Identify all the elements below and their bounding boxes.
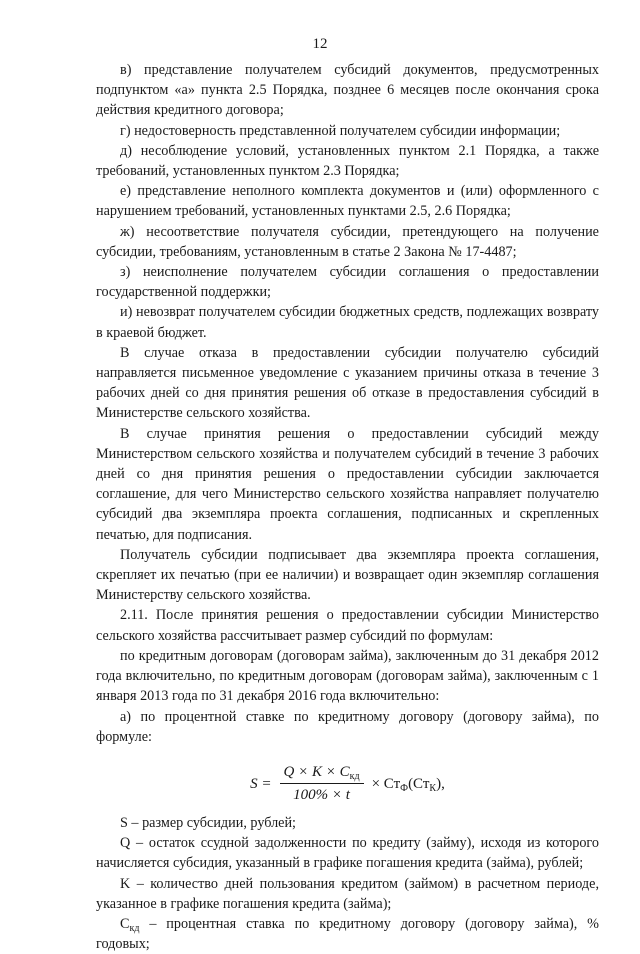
formula-lhs: S = xyxy=(250,775,272,792)
paragraph-item-zh: ж) несоответствие получателя субсидии, претендующего на получение субсидии, требованиям, установленным в статье 2 Закона № 17-4487; xyxy=(96,223,599,260)
paragraph-item-i: и) невозврат получателем субсидии бюджетных средств, подлежащих возврату в краевой бюджет. xyxy=(96,304,599,341)
formula-denominator: 100% × t xyxy=(293,786,350,803)
formula-numerator: $Q \times K \times C_{кд}$ xyxy=(280,763,364,784)
definition-q: Q – остаток ссудной задолженности по кредиту (займу), исходя из которого начисляется субсидия, указанный в графике погашения кредита (займа), рублей; xyxy=(96,835,599,872)
definition-ckd: $С_{кд}$ – процентная ставка по кредитному договору (договору займа), % годовых; xyxy=(96,915,599,953)
paragraph-signing: Получатель субсидии подписывает два экземпляра проекта соглашения, скрепляет их печатью (при ее наличии) и возвращает один экземпляр соглашения Министерству сельского хозяйства. xyxy=(96,546,599,604)
paragraph-refusal-notice: В случае отказа в предоставлении субсидии получателю субсидий направляется письменное уведомление с указанием причины отказа в течение 3 рабочих дней со дня принятия решения об отказе в предоставления субсидий в Министерстве сельского хозяйства. xyxy=(96,344,599,422)
paragraph-section-2-11: 2.11. После принятия решения о предоставлении субсидии Министерство сельского хозяйства рассчитывает размер субсидий по формулам: xyxy=(96,607,599,644)
paragraph-agreement: В случае принятия решения о предоставлении субсидий между Министерством сельского хозяйства и получателем субсидий в течение 3 рабочих дней со дня принятия решения о предоставлении субсидии заключается соглашение, для чего Министерство сельского хозяйства направляет получателю субсидий два экземпляра проекта соглашения, подписанных и скрепленных печатью, для подписания. xyxy=(96,425,599,543)
formula-fraction xyxy=(280,763,364,805)
document-body xyxy=(96,60,599,954)
paragraph-item-v: в) представление получателем субсидий документов, предусмотренных подпунктом «а» пункта 2.5 Порядка, позднее 6 месяцев после окончания срока действия кредитного договора; xyxy=(96,62,599,119)
formula-rhs: × $Ст_Ф(Ст_К)$, xyxy=(371,775,445,794)
paragraph-credit-contracts: по кредитным договорам (договорам займа), заключенным до 31 декабря 2012 года включительно, по кредитным договорам (договорам займа), заключенным с 1 января 2013 года по 31 декабря 2016 года включительно: xyxy=(96,647,599,705)
paragraph-formula-intro: а) по процентной ставке по кредитному договору (договору займа), по формуле: xyxy=(96,708,599,745)
definition-k: K – количество дней пользования кредитом (займом) в расчетном периоде, указанное в графике погашения кредита (займа); xyxy=(96,875,599,912)
paragraph-item-g: г) недостоверность представленной получателем субсидии информации; xyxy=(120,122,561,139)
paragraph-item-d: д) несоблюдение условий, установленных пунктом 2.1 Порядка, а также требований, установленных пунктом 2.3 Порядка; xyxy=(96,142,599,180)
subsidy-formula xyxy=(96,763,599,805)
page-number: 12 xyxy=(312,36,328,52)
paragraph-item-z: з) неисполнение получателем субсидии соглашения о предоставлении государственной поддержки; xyxy=(96,264,599,301)
paragraph-item-e: е) представление неполного комплекта документов и (или) оформленного с нарушением требований, установленных пунктами 2.5, 2.6 Порядка; xyxy=(96,183,599,220)
definition-s: S – размер субсидии, рублей; xyxy=(120,814,296,831)
